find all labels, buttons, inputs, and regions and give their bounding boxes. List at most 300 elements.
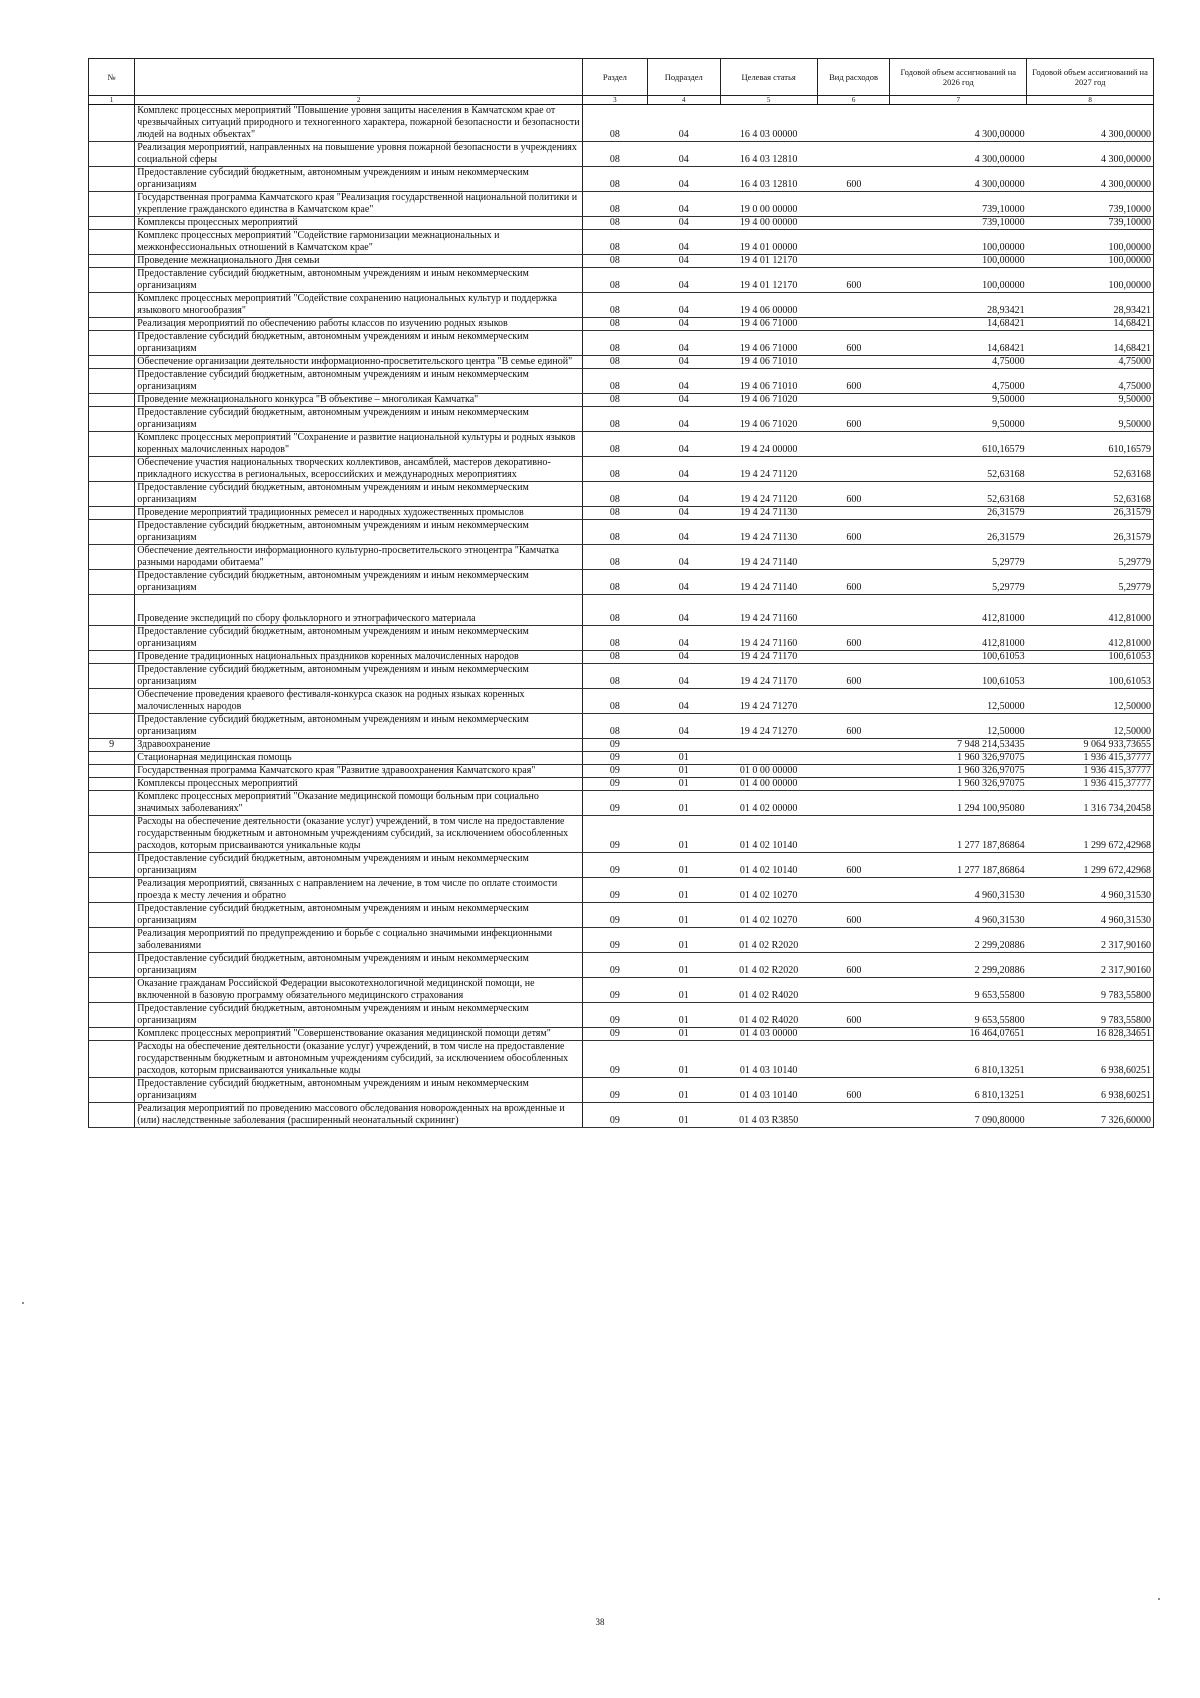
- row-podrazdel: 01: [647, 778, 720, 791]
- row-amount-2026: 100,00000: [890, 230, 1027, 255]
- row-amount-2026: 100,61053: [890, 651, 1027, 664]
- row-vid: 600: [817, 268, 890, 293]
- row-name: Предоставление субсидий бюджетным, автономным учреждениям и иным некоммерческим организациям: [135, 331, 583, 356]
- header-number-1: 1: [89, 96, 135, 105]
- table-row: [89, 407, 1154, 432]
- row-target: 19 4 24 71170: [720, 664, 817, 689]
- row-amount-2026: 739,10000: [890, 192, 1027, 217]
- row-target: 01 4 02 10140: [720, 853, 817, 878]
- row-razdel: 08: [582, 714, 647, 739]
- row-vid: [817, 651, 890, 664]
- row-vid: 600: [817, 664, 890, 689]
- row-podrazdel: 04: [647, 369, 720, 394]
- row-amount-2027: 4 300,00000: [1027, 142, 1154, 167]
- row-name: Предоставление субсидий бюджетным, автономным учреждениям и иным некоммерческим организациям: [135, 520, 583, 545]
- row-razdel: 08: [582, 167, 647, 192]
- header-razdel: Раздел: [582, 59, 647, 96]
- row-target: 19 4 06 71000: [720, 318, 817, 331]
- row-podrazdel: 04: [647, 394, 720, 407]
- table-row: [89, 217, 1154, 230]
- row-name: Предоставление субсидий бюджетным, автономным учреждениям и иным некоммерческим организациям: [135, 167, 583, 192]
- row-amount-2027: 4 300,00000: [1027, 105, 1154, 142]
- row-amount-2026: 4,75000: [890, 356, 1027, 369]
- header-number-4: 4: [647, 96, 720, 105]
- row-amount-2027: 4 300,00000: [1027, 167, 1154, 192]
- row-vid: [817, 457, 890, 482]
- row-vid: 600: [817, 570, 890, 595]
- row-name: Проведение мероприятий традиционных ремесел и народных художественных промыслов: [135, 507, 583, 520]
- row-amount-2026: 1 960 326,97075: [890, 778, 1027, 791]
- row-amount-2026: 26,31579: [890, 520, 1027, 545]
- row-number: [89, 928, 135, 953]
- row-number: [89, 255, 135, 268]
- row-razdel: 09: [582, 1028, 647, 1041]
- row-amount-2027: 1 299 672,42968: [1027, 816, 1154, 853]
- row-razdel: 08: [582, 331, 647, 356]
- row-podrazdel: 01: [647, 953, 720, 978]
- table-row: [89, 192, 1154, 217]
- row-target: 19 0 00 00000: [720, 192, 817, 217]
- table-row: [89, 903, 1154, 928]
- row-amount-2027: 739,10000: [1027, 217, 1154, 230]
- row-razdel: 09: [582, 1103, 647, 1128]
- row-name: Проведение межнационального конкурса "В объективе – многоликая Камчатка": [135, 394, 583, 407]
- row-target: 19 4 24 00000: [720, 432, 817, 457]
- row-amount-2026: 5,29779: [890, 570, 1027, 595]
- table-row: [89, 230, 1154, 255]
- row-number: [89, 507, 135, 520]
- row-vid: [817, 816, 890, 853]
- row-name: Предоставление субсидий бюджетным, автономным учреждениям и иным некоммерческим организациям: [135, 407, 583, 432]
- row-vid: [817, 791, 890, 816]
- row-amount-2027: 12,50000: [1027, 689, 1154, 714]
- row-podrazdel: 01: [647, 1078, 720, 1103]
- row-vid: [817, 1028, 890, 1041]
- row-razdel: 08: [582, 432, 647, 457]
- row-number: [89, 545, 135, 570]
- row-name: Проведение традиционных национальных праздников коренных малочисленных народов: [135, 651, 583, 664]
- table-row: [89, 331, 1154, 356]
- row-vid: [817, 293, 890, 318]
- row-name: Расходы на обеспечение деятельности (оказание услуг) учреждений, в том числе на предоставление государственным бюджетным и автономным учреждениям субсидий, за исключением обособленных расходов, которым присваиваются уникальные коды: [135, 1041, 583, 1078]
- row-amount-2026: 4 300,00000: [890, 142, 1027, 167]
- row-name: Обеспечение участия национальных творческих коллективов, ансамблей, мастеров декоративно-прикладного искусства в региональных, всероссийских и международных мероприятиях: [135, 457, 583, 482]
- row-number: [89, 791, 135, 816]
- row-amount-2027: 52,63168: [1027, 457, 1154, 482]
- row-razdel: 09: [582, 903, 647, 928]
- row-target: 19 4 24 71120: [720, 482, 817, 507]
- row-name: Предоставление субсидий бюджетным, автономным учреждениям и иным некоммерческим организациям: [135, 369, 583, 394]
- row-number: [89, 293, 135, 318]
- row-razdel: 09: [582, 752, 647, 765]
- budget-table: [88, 58, 1154, 1128]
- header-number-7: 7: [890, 96, 1027, 105]
- row-number: [89, 689, 135, 714]
- row-target: 19 4 24 71270: [720, 689, 817, 714]
- header-vid: Вид расходов: [817, 59, 890, 96]
- row-vid: [817, 142, 890, 167]
- row-podrazdel: 01: [647, 853, 720, 878]
- row-podrazdel: [647, 739, 720, 752]
- row-vid: [817, 613, 890, 626]
- row-amount-2027: 100,00000: [1027, 255, 1154, 268]
- table-row: [89, 664, 1154, 689]
- row-vid: [817, 689, 890, 714]
- row-amount-2026: 52,63168: [890, 457, 1027, 482]
- row-name: Предоставление субсидий бюджетным, автономным учреждениям и иным некоммерческим организациям: [135, 1003, 583, 1028]
- row-vid: [817, 778, 890, 791]
- row-target: 19 4 01 00000: [720, 230, 817, 255]
- row-podrazdel: 04: [647, 545, 720, 570]
- row-target: [720, 752, 817, 765]
- row-target: 01 4 03 10140: [720, 1078, 817, 1103]
- table-row: [89, 105, 1154, 142]
- row-podrazdel: 04: [647, 268, 720, 293]
- row-name: Предоставление субсидий бюджетным, автономным учреждениям и иным некоммерческим организациям: [135, 714, 583, 739]
- table-row: [89, 293, 1154, 318]
- spacer-cell: [647, 595, 720, 614]
- row-number: [89, 268, 135, 293]
- row-amount-2027: 100,61053: [1027, 651, 1154, 664]
- row-name: Предоставление субсидий бюджетным, автономным учреждениям и иным некоммерческим организациям: [135, 853, 583, 878]
- row-vid: [817, 1041, 890, 1078]
- row-vid: 600: [817, 482, 890, 507]
- row-name: Обеспечение организации деятельности информационно-просветительского центра "В семье единой": [135, 356, 583, 369]
- row-razdel: 08: [582, 105, 647, 142]
- row-amount-2026: 100,61053: [890, 664, 1027, 689]
- row-number: [89, 765, 135, 778]
- row-amount-2026: 2 299,20886: [890, 928, 1027, 953]
- row-name: Обеспечение деятельности информационного культурно-просветительского этноцентра "Камчатка разными народами обитаема": [135, 545, 583, 570]
- row-number: [89, 356, 135, 369]
- row-vid: [817, 878, 890, 903]
- row-podrazdel: 01: [647, 1103, 720, 1128]
- row-target: 19 4 01 12170: [720, 268, 817, 293]
- row-target: 01 4 02 R2020: [720, 953, 817, 978]
- row-amount-2027: 739,10000: [1027, 192, 1154, 217]
- row-podrazdel: 04: [647, 520, 720, 545]
- row-amount-2027: 12,50000: [1027, 714, 1154, 739]
- row-vid: [817, 739, 890, 752]
- row-podrazdel: 01: [647, 816, 720, 853]
- row-target: 19 4 00 00000: [720, 217, 817, 230]
- row-podrazdel: 04: [647, 457, 720, 482]
- row-podrazdel: 04: [647, 570, 720, 595]
- row-amount-2026: 1 294 100,95080: [890, 791, 1027, 816]
- row-podrazdel: 04: [647, 230, 720, 255]
- row-target: 19 4 24 71160: [720, 613, 817, 626]
- row-vid: 600: [817, 369, 890, 394]
- row-number: [89, 651, 135, 664]
- spacer-cell: [817, 595, 890, 614]
- table-row: [89, 356, 1154, 369]
- row-razdel: 08: [582, 482, 647, 507]
- row-target: 16 4 03 12810: [720, 142, 817, 167]
- table-row: [89, 369, 1154, 394]
- spacer-row: [89, 595, 1154, 614]
- row-name: Расходы на обеспечение деятельности (оказание услуг) учреждений, в том числе на предоставление государственным бюджетным и автономным учреждениям субсидий, за исключением обособленных расходов, которым присваиваются уникальные коды: [135, 816, 583, 853]
- table-row: [89, 268, 1154, 293]
- table-row: [89, 457, 1154, 482]
- row-amount-2027: 28,93421: [1027, 293, 1154, 318]
- row-target: 01 4 03 10140: [720, 1041, 817, 1078]
- row-target: 19 4 24 71270: [720, 714, 817, 739]
- row-razdel: 08: [582, 570, 647, 595]
- row-amount-2027: 2 317,90160: [1027, 928, 1154, 953]
- row-podrazdel: 04: [647, 613, 720, 626]
- row-number: [89, 394, 135, 407]
- row-target: 19 4 24 71170: [720, 651, 817, 664]
- spacer-cell: [582, 595, 647, 614]
- row-number: 9: [89, 739, 135, 752]
- row-razdel: 08: [582, 520, 647, 545]
- row-podrazdel: 01: [647, 1028, 720, 1041]
- row-name: Предоставление субсидий бюджетным, автономным учреждениям и иным некоммерческим организациям: [135, 903, 583, 928]
- row-name: Комплекс процессных мероприятий "Повышение уровня защиты населения в Камчатском крае от чрезвычайных ситуаций природного и техногенного характера, пожарной безопасности и безопасности людей на водных объектах": [135, 105, 583, 142]
- row-razdel: 09: [582, 791, 647, 816]
- table-row: [89, 1078, 1154, 1103]
- table-row: [89, 752, 1154, 765]
- row-target: 19 4 06 71020: [720, 407, 817, 432]
- row-amount-2026: 14,68421: [890, 331, 1027, 356]
- table-header: [89, 59, 1154, 105]
- row-razdel: 08: [582, 626, 647, 651]
- table-row: [89, 739, 1154, 752]
- row-podrazdel: 04: [647, 626, 720, 651]
- row-name: Стационарная медицинская помощь: [135, 752, 583, 765]
- page-number: 38: [595, 1617, 605, 1627]
- row-name: Реализация мероприятий по предупреждению и борьбе с социально значимыми инфекционными заболеваниями: [135, 928, 583, 953]
- row-target: 16 4 03 00000: [720, 105, 817, 142]
- row-name: Предоставление субсидий бюджетным, автономным учреждениям и иным некоммерческим организациям: [135, 953, 583, 978]
- row-amount-2027: 9 783,55800: [1027, 978, 1154, 1003]
- row-amount-2026: 4 300,00000: [890, 167, 1027, 192]
- row-vid: [817, 1103, 890, 1128]
- row-amount-2027: 9,50000: [1027, 407, 1154, 432]
- row-vid: [817, 978, 890, 1003]
- row-amount-2026: 412,81000: [890, 613, 1027, 626]
- row-vid: [817, 765, 890, 778]
- row-amount-2027: 412,81000: [1027, 613, 1154, 626]
- row-podrazdel: 04: [647, 217, 720, 230]
- scan-speck: [22, 1302, 24, 1304]
- table-row: [89, 142, 1154, 167]
- row-name: Предоставление субсидий бюджетным, автономным учреждениям и иным некоммерческим организациям: [135, 482, 583, 507]
- row-target: 01 4 02 10270: [720, 878, 817, 903]
- row-amount-2027: 1 936 415,37777: [1027, 752, 1154, 765]
- row-vid: 600: [817, 953, 890, 978]
- row-amount-2026: 12,50000: [890, 714, 1027, 739]
- row-name: Предоставление субсидий бюджетным, автономным учреждениям и иным некоммерческим организациям: [135, 570, 583, 595]
- row-razdel: 08: [582, 664, 647, 689]
- spacer-cell: [890, 595, 1027, 614]
- row-razdel: 08: [582, 613, 647, 626]
- row-razdel: 08: [582, 407, 647, 432]
- row-razdel: 09: [582, 878, 647, 903]
- header-target: Целевая статья: [720, 59, 817, 96]
- row-razdel: 08: [582, 318, 647, 331]
- header-number-8: 8: [1027, 96, 1154, 105]
- table-row: [89, 651, 1154, 664]
- table-row: [89, 978, 1154, 1003]
- row-podrazdel: 01: [647, 903, 720, 928]
- row-target: 19 4 06 71000: [720, 331, 817, 356]
- row-amount-2027: 100,61053: [1027, 664, 1154, 689]
- row-amount-2026: 100,00000: [890, 268, 1027, 293]
- row-name: Комплекс процессных мероприятий "Оказание медицинской помощи больным при социально значимых заболеваниях": [135, 791, 583, 816]
- row-razdel: 08: [582, 230, 647, 255]
- row-vid: [817, 318, 890, 331]
- row-amount-2027: 26,31579: [1027, 520, 1154, 545]
- row-target: 16 4 03 12810: [720, 167, 817, 192]
- row-vid: [817, 217, 890, 230]
- scan-speck: [1158, 1598, 1160, 1600]
- row-number: [89, 318, 135, 331]
- row-podrazdel: 04: [647, 293, 720, 318]
- row-podrazdel: 01: [647, 978, 720, 1003]
- row-razdel: 09: [582, 853, 647, 878]
- row-amount-2026: 1 960 326,97075: [890, 765, 1027, 778]
- table-row: [89, 689, 1154, 714]
- row-number: [89, 105, 135, 142]
- row-target: 01 4 02 10270: [720, 903, 817, 928]
- row-podrazdel: 04: [647, 356, 720, 369]
- row-podrazdel: 04: [647, 651, 720, 664]
- row-target: 01 4 02 R4020: [720, 1003, 817, 1028]
- row-number: [89, 570, 135, 595]
- row-target: 01 4 00 00000: [720, 778, 817, 791]
- row-amount-2027: 26,31579: [1027, 507, 1154, 520]
- row-number: [89, 1078, 135, 1103]
- row-amount-2027: 16 828,34651: [1027, 1028, 1154, 1041]
- row-number: [89, 953, 135, 978]
- row-amount-2026: 7 090,80000: [890, 1103, 1027, 1128]
- row-podrazdel: 04: [647, 192, 720, 217]
- row-name: Предоставление субсидий бюджетным, автономным учреждениям и иным некоммерческим организациям: [135, 626, 583, 651]
- row-target: 01 4 03 00000: [720, 1028, 817, 1041]
- row-target: 19 4 06 71010: [720, 369, 817, 394]
- row-number: [89, 878, 135, 903]
- row-amount-2027: 5,29779: [1027, 570, 1154, 595]
- row-amount-2026: 16 464,07651: [890, 1028, 1027, 1041]
- row-name: Оказание гражданам Российской Федерации высокотехнологичной медицинской помощи, не включенной в базовую программу обязательного медицинского страхования: [135, 978, 583, 1003]
- row-number: [89, 752, 135, 765]
- table-body: [89, 105, 1154, 1128]
- row-razdel: 08: [582, 268, 647, 293]
- row-amount-2026: 1 960 326,97075: [890, 752, 1027, 765]
- row-amount-2027: 7 326,60000: [1027, 1103, 1154, 1128]
- row-amount-2026: 4 960,31530: [890, 903, 1027, 928]
- spacer-cell: [135, 595, 583, 614]
- row-vid: 600: [817, 331, 890, 356]
- header-name: [135, 59, 583, 96]
- row-name: Обеспечение проведения краевого фестиваля-конкурса сказок на родных языках коренных малочисленных народов: [135, 689, 583, 714]
- row-razdel: 09: [582, 953, 647, 978]
- row-podrazdel: 01: [647, 752, 720, 765]
- row-razdel: 08: [582, 507, 647, 520]
- table-row: [89, 791, 1154, 816]
- row-razdel: 09: [582, 778, 647, 791]
- row-amount-2027: 610,16579: [1027, 432, 1154, 457]
- row-vid: 600: [817, 520, 890, 545]
- spacer-cell: [1027, 595, 1154, 614]
- row-podrazdel: 01: [647, 1003, 720, 1028]
- row-amount-2026: 9 653,55800: [890, 1003, 1027, 1028]
- table-row: [89, 878, 1154, 903]
- row-razdel: 09: [582, 765, 647, 778]
- row-number: [89, 167, 135, 192]
- row-amount-2026: 9,50000: [890, 407, 1027, 432]
- row-vid: [817, 432, 890, 457]
- row-amount-2027: 1 936 415,37777: [1027, 765, 1154, 778]
- row-podrazdel: 01: [647, 765, 720, 778]
- row-vid: 600: [817, 1003, 890, 1028]
- row-name: Здравоохранение: [135, 739, 583, 752]
- row-amount-2026: 5,29779: [890, 545, 1027, 570]
- row-name: Предоставление субсидий бюджетным, автономным учреждениям и иным некоммерческим организациям: [135, 1078, 583, 1103]
- table-row: [89, 167, 1154, 192]
- row-target: 19 4 01 12170: [720, 255, 817, 268]
- row-razdel: 08: [582, 142, 647, 167]
- row-name: Проведение межнационального Дня семьи: [135, 255, 583, 268]
- row-podrazdel: 04: [647, 105, 720, 142]
- row-name: Реализация мероприятий по проведению массового обследования новорожденных на врожденные и (или) наследственные заболевания (расширенный неонатальный скрининг): [135, 1103, 583, 1128]
- row-target: 01 4 02 R4020: [720, 978, 817, 1003]
- row-amount-2026: 6 810,13251: [890, 1041, 1027, 1078]
- row-amount-2026: 28,93421: [890, 293, 1027, 318]
- table-row: [89, 255, 1154, 268]
- row-vid: 600: [817, 1078, 890, 1103]
- row-vid: 600: [817, 714, 890, 739]
- row-amount-2027: 2 317,90160: [1027, 953, 1154, 978]
- row-razdel: 08: [582, 217, 647, 230]
- row-target: 19 4 06 71010: [720, 356, 817, 369]
- table-row: [89, 432, 1154, 457]
- row-amount-2027: 4,75000: [1027, 369, 1154, 394]
- row-number: [89, 230, 135, 255]
- row-amount-2027: 412,81000: [1027, 626, 1154, 651]
- row-number: [89, 1041, 135, 1078]
- header-2026: Годовой объем ассигнований на 2026 год: [890, 59, 1027, 96]
- table-row: [89, 1028, 1154, 1041]
- row-vid: [817, 230, 890, 255]
- header-number-2: 2: [135, 96, 583, 105]
- row-razdel: 09: [582, 739, 647, 752]
- table-row: [89, 626, 1154, 651]
- row-number: [89, 816, 135, 853]
- row-amount-2027: 100,00000: [1027, 268, 1154, 293]
- row-amount-2027: 1 299 672,42968: [1027, 853, 1154, 878]
- row-number: [89, 520, 135, 545]
- row-podrazdel: 04: [647, 407, 720, 432]
- row-number: [89, 192, 135, 217]
- row-amount-2027: 9 064 933,73655: [1027, 739, 1154, 752]
- row-target: 19 4 24 71140: [720, 545, 817, 570]
- row-vid: [817, 105, 890, 142]
- row-amount-2026: 52,63168: [890, 482, 1027, 507]
- header-number-3: 3: [582, 96, 647, 105]
- row-razdel: 08: [582, 651, 647, 664]
- row-name: Предоставление субсидий бюджетным, автономным учреждениям и иным некоммерческим организациям: [135, 268, 583, 293]
- table-row: [89, 482, 1154, 507]
- row-amount-2027: 9 783,55800: [1027, 1003, 1154, 1028]
- row-amount-2027: 4 960,31530: [1027, 903, 1154, 928]
- row-number: [89, 978, 135, 1003]
- row-number: [89, 626, 135, 651]
- table-row: [89, 1041, 1154, 1078]
- row-amount-2027: 14,68421: [1027, 331, 1154, 356]
- row-vid: [817, 928, 890, 953]
